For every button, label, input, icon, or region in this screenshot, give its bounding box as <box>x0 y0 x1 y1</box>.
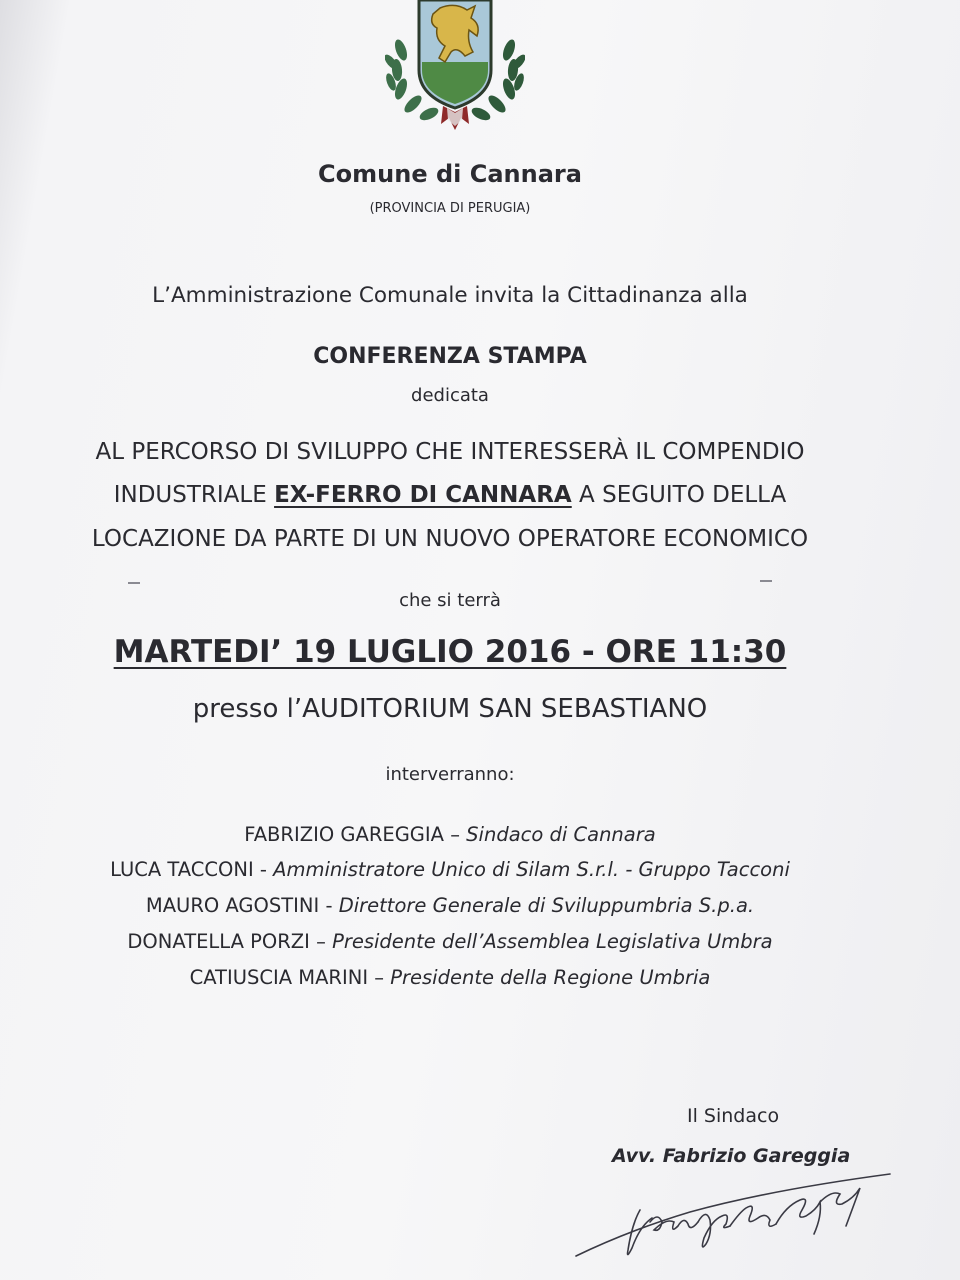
speaker-separator: - <box>319 894 339 917</box>
speaker-name: DONATELLA PORZI <box>127 930 310 953</box>
speaker-separator: – <box>444 823 467 846</box>
mayor-label: Il Sindaco <box>687 1105 780 1127</box>
speaker-item <box>0 930 900 953</box>
print-mark <box>128 582 140 584</box>
site-name-highlight: EX-FERRO DI CANNARA <box>274 482 572 508</box>
speaker-role: Sindaco di Cannara <box>466 823 656 846</box>
speaker-item <box>0 858 900 881</box>
speaker-role: Presidente della Regione Umbria <box>390 966 711 989</box>
mayor-name: Avv. Fabrizio Gareggia <box>612 1145 851 1167</box>
event-venue: presso l’AUDITORIUM SAN SEBASTIANO <box>192 694 708 724</box>
speaker-role: Amministratore Unico di Silam S.r.l. - Gruppo Tacconi <box>273 858 790 881</box>
speaker-role: Presidente dell’Assemblea Legislativa Umbra <box>332 930 773 953</box>
description-line-2 <box>0 482 900 508</box>
print-mark <box>760 580 772 582</box>
speaker-item <box>0 823 900 846</box>
speaker-item <box>0 966 900 989</box>
speaker-name: LUCA TACCONI <box>110 858 254 881</box>
speaker-separator: – <box>309 930 333 953</box>
description-line-2-post: A SEGUITO DELLA <box>571 482 787 508</box>
province-subtitle: (PROVINCIA DI PERUGIA) <box>369 201 531 216</box>
speaker-name: CATIUSCIA MARINI <box>189 966 369 989</box>
speaker-item <box>0 894 900 917</box>
speaker-name: MAURO AGOSTINI <box>145 894 320 917</box>
will-be-held-text: che si terrà <box>399 590 501 611</box>
event-title: CONFERENZA STAMPA <box>313 344 587 369</box>
speaker-separator: - <box>253 858 274 881</box>
event-date-time: MARTEDI’ 19 LUGLIO 2016 - ORE 11:30 <box>113 634 787 670</box>
dedicated-text: dedicata <box>411 385 489 406</box>
speaker-name: FABRIZIO GAREGGIA <box>244 823 445 846</box>
cannara-coat-of-arms-icon <box>385 0 525 138</box>
invitation-intro: L’Amministrazione Comunale invita la Cittadinanza alla <box>152 283 748 308</box>
speaker-separator: – <box>368 966 391 989</box>
description-line-3: LOCAZIONE DA PARTE DI UN NUOVO OPERATORE ECONOMICO <box>91 526 809 552</box>
description-line-1: AL PERCORSO DI SVILUPPO CHE INTERESSERÀ IL COMPENDIO <box>95 439 805 465</box>
speakers-heading: interverranno: <box>385 764 515 785</box>
speaker-role: Direttore Generale di Sviluppumbria S.p.a. <box>338 894 755 917</box>
description-line-2-pre: INDUSTRIALE <box>113 482 275 508</box>
municipality-title: Comune di Cannara <box>318 160 582 188</box>
signature-icon <box>570 1160 900 1270</box>
